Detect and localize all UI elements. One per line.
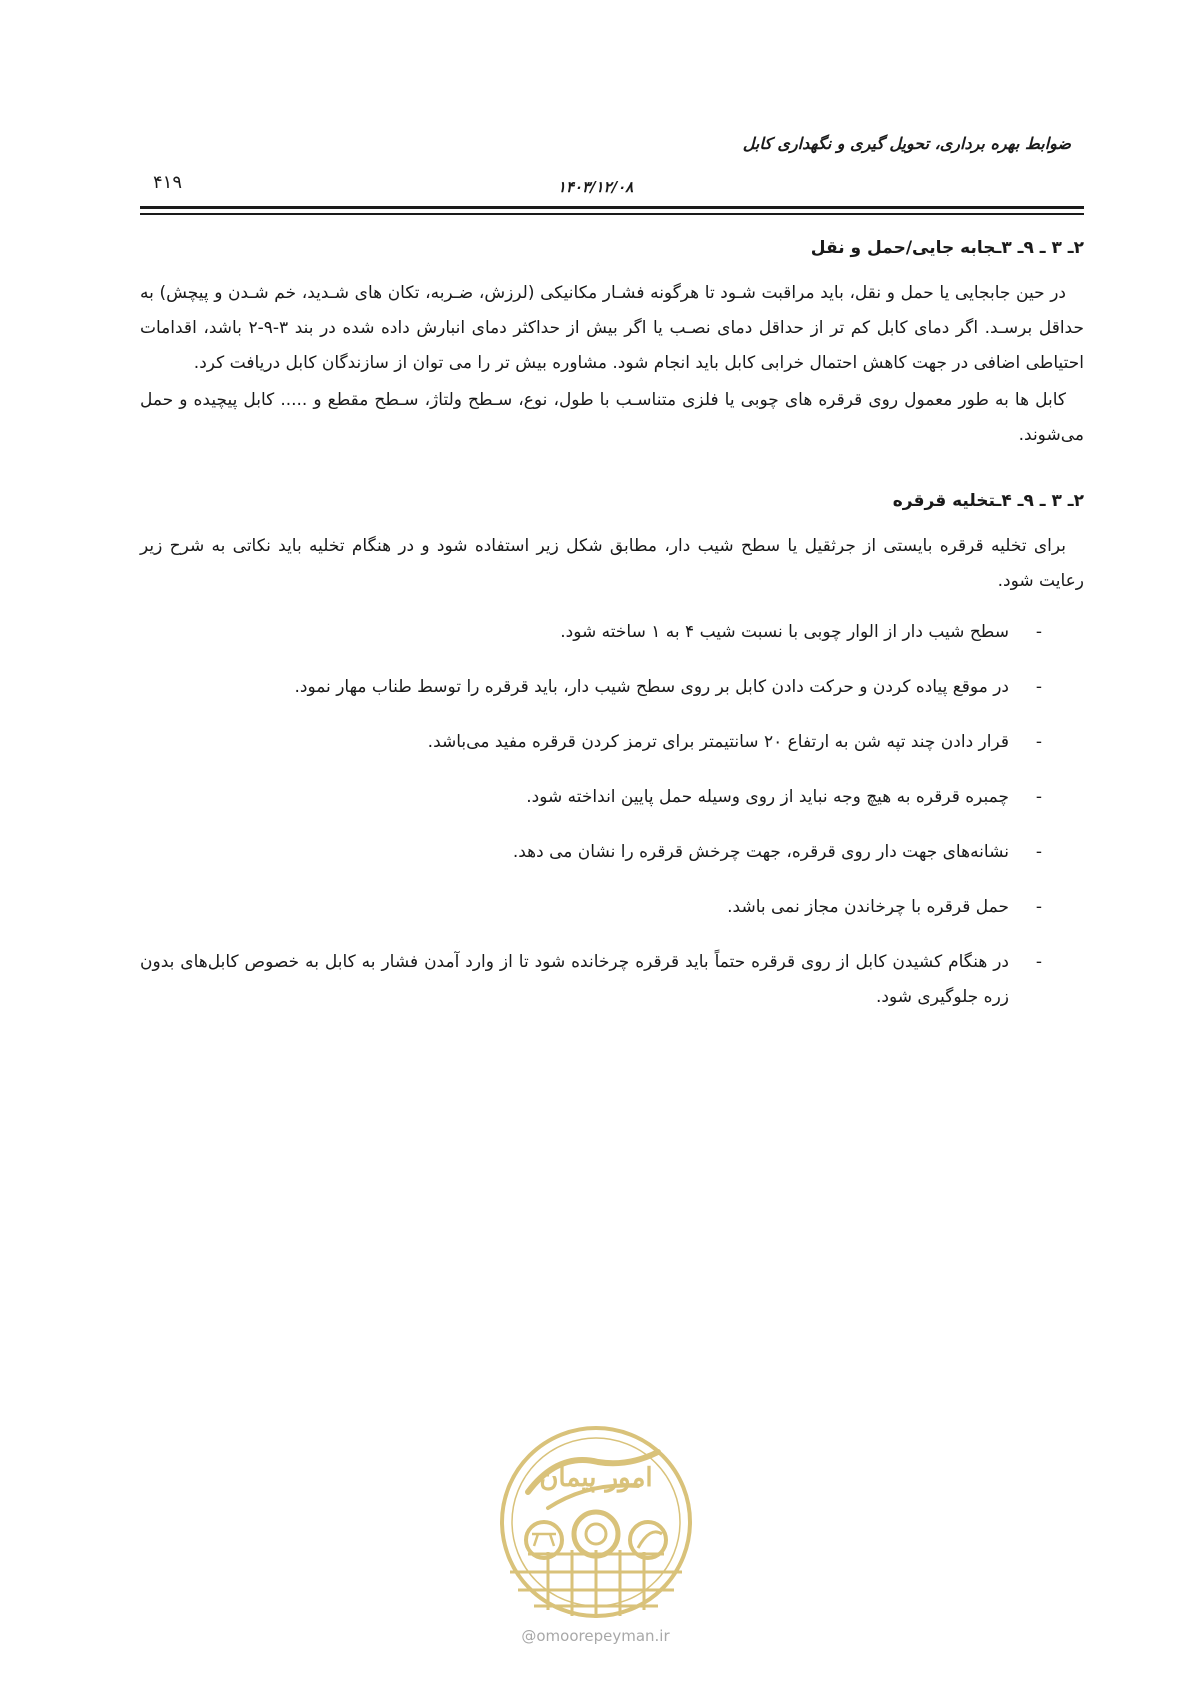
document-body: [140, 224, 1084, 1035]
list-item-text: نشانه‌های جهت دار روی قرقره، جهت چرخش قرقره را نشان می دهد.: [512, 842, 1009, 862]
section-heading-transport: ۲ـ ۳ ـ ۹ـ ۳ـجابه جایی/حمل و نقل: [810, 238, 1084, 258]
bullet-dash: -: [1035, 842, 1042, 862]
watermark-caption: @omoorepeyman.ir: [521, 1627, 670, 1645]
list-item: [140, 780, 1084, 815]
bullet-dash: -: [1035, 732, 1042, 752]
list-item-text: حمل قرقره با چرخاندن مجاز نمی باشد.: [727, 897, 1009, 917]
running-title: ضوابط بهره برداری، تحویل گیری و نگهداری کابل: [742, 134, 1071, 153]
paragraph-transport-precautions: در حین جابجایی یا حمل و نقل، باید مراقبت شـود تا هرگونه فشـار مکانیکی (لرزش، ضـربه، تکان های شـدید، خم شـدن و پیچش) به حداقل برسـد. اگر دمای کابل کم تر از حداقل دمای نصـب یا اگر بیش از حداکثر دمای انبارش داده شده در بند ۳-۹-۲ باشد، اقدامات احتیاطی اضافی در جهت کاهش احتمال خرابی کابل باید انجام شود. مشاوره بیش تر را می توان از سازندگان کابل دریافت کرد.: [140, 283, 1084, 373]
bullet-dash: -: [1035, 787, 1042, 807]
paragraph-reel-winding: کابل ها به طور معمول روی قرقره های چوبی یا فلزی متناسـب با طول، نوع، سـطح ولتاژ، سـطح مقطع و ..... کابل پیچیده و حمل می‌شوند.: [140, 390, 1084, 445]
list-item: [140, 945, 1084, 1015]
page-number: ۴۱۹: [153, 172, 183, 193]
list-item-text: چمبره قرقره به هیچ وجه نباید از روی وسیله حمل پایین انداخته شود.: [526, 787, 1009, 807]
seal-text: امور پیمان: [539, 1463, 653, 1493]
section-heading-reel-unloading: ۲ـ ۳ ـ ۹ـ ۴ـتخلیه قرقره: [892, 491, 1084, 511]
list-item-text: در موقع پیاده کردن و حرکت دادن کابل بر روی سطح شیب دار، باید قرقره را توسط طناب مهار نمود.: [294, 677, 1009, 697]
list-item-text: در هنگام کشیدن کابل از روی قرقره حتماً باید قرقره چرخانده شود تا از وارد آمدن فشار به کابل به خصوص کابل‌های بدون زره جلوگیری شود.: [140, 952, 1009, 1007]
bullet-dash: -: [1035, 897, 1042, 917]
bullet-dash: -: [1035, 952, 1042, 972]
bullet-dash: -: [1035, 677, 1042, 697]
section-gap: [140, 453, 1084, 477]
list-item-text: سطح شیب دار از الوار چوبی با نسبت شیب ۴ به ۱ ساخته شود.: [560, 622, 1009, 642]
unloading-rules-list: [140, 615, 1084, 1015]
list-item: [140, 835, 1084, 870]
header-rule-thick: [140, 206, 1084, 209]
header-rule-thin: [140, 213, 1084, 215]
list-item: [140, 890, 1084, 925]
bullet-dash: -: [1035, 622, 1042, 642]
watermark-seal-logo: [488, 1422, 704, 1622]
list-item: [140, 670, 1084, 705]
paragraph-unloading-intro: برای تخلیه قرقره بایستی از جرثقیل یا سطح شیب دار، مطابق شکل زیر استفاده شود و در هنگام تخلیه باید نکاتی به شرح زیر رعایت شود.: [140, 536, 1084, 591]
header-date: ۱۴۰۳/۱۲/۰۸: [557, 178, 634, 196]
header-double-rule: [140, 206, 1084, 217]
list-item-text: قرار دادن چند تپه شن به ارتفاع ۲۰ سانتیمتر برای ترمز کردن قرقره مفید می‌باشد.: [427, 732, 1009, 752]
list-item: [140, 725, 1084, 760]
list-item: [140, 615, 1084, 650]
